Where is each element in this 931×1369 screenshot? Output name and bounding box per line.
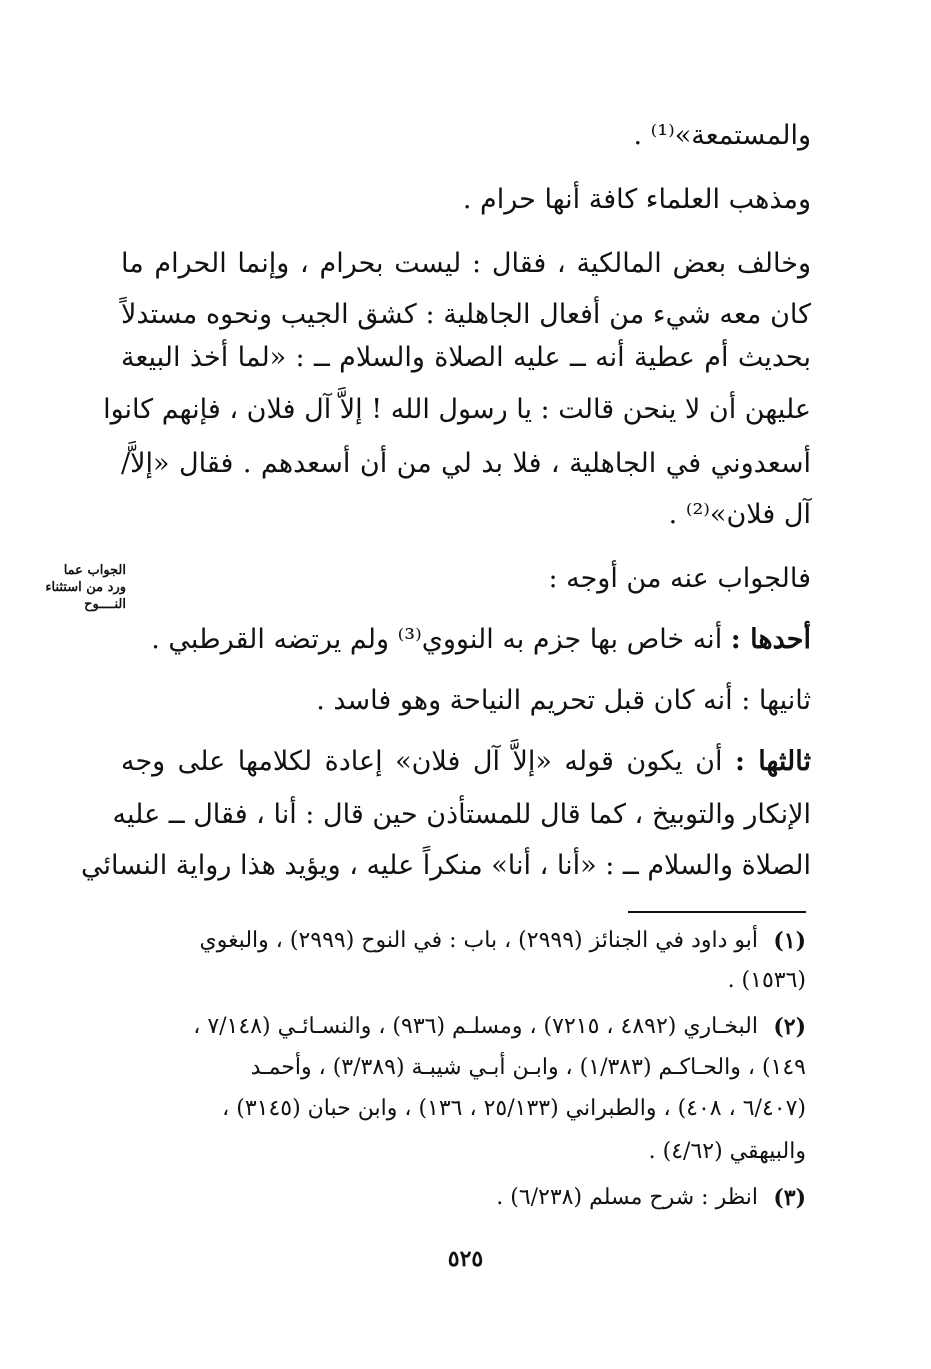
third-point-label: ثالثها :: [734, 746, 811, 777]
footnote-separator: [628, 911, 806, 913]
footnote-text: ١٤٩) ، والحـاكـم (١/٣٨٣) ، وابـن أبـي شيبـة (٣/٣٨٩) ، وأحمـد: [250, 1055, 806, 1080]
footnote-text: والبيهقي (٤/٦٢) .: [648, 1139, 806, 1164]
margin-note-line: النــــوح: [84, 597, 126, 612]
text-line: الإنكار والتوبيخ ، كما قال للمستأذن حين قال : أنا ، فقال ــ عليه: [112, 799, 811, 830]
text-line: عليهن أن لا ينحن قالت : يا رسول الله ! إلاَّ آل فلان ، فإنهم كانوا: [103, 394, 811, 425]
text-line: وخالف بعض المالكية ، فقال : ليست بحرام ، وإنما الحرام ما: [121, 248, 811, 279]
text-line: كان معه شيء من أفعال الجاهلية : كشق الجيب ونحوه مستدلاً: [121, 299, 811, 330]
first-point-label: أحدها :: [730, 624, 811, 655]
text-line: بحديث أم عطية أنه ــ عليه الصلاة والسلام ــ : «لما أخذ البيعة: [121, 342, 811, 373]
text-line: آل فلان»⁽²⁾ .: [668, 499, 811, 530]
footnote-text: (٦/٤٠٧ ، ٤٠٨) ، والطبراني (٢٥/١٣٣ ، ١٣٦) ، وابن حبان (٣١٤٥) ،: [222, 1096, 806, 1121]
footnote-text: البخـاري (٤٨٩٢ ، ٧٢١٥) ، ومسلـم (٩٣٦) ، والنسـائـي (٧/١٤٨ ،: [193, 1014, 758, 1039]
text-line: ومذهب العلماء كافة أنها حرام .: [462, 184, 811, 215]
first-point: [121, 622, 811, 658]
third-point: [121, 744, 811, 780]
footnote-2: [126, 1012, 806, 1042]
second-point: ثانيها : أنه كان قبل تحريم النياحة وهو فاسد .: [316, 685, 811, 716]
text-line: فالجواب عنه من أوجه :: [548, 563, 811, 594]
footnote-number: (٢): [773, 1014, 806, 1040]
margin-note-line: الجواب عما: [63, 563, 126, 578]
text-line: أسعدوني في الجاهلية ، فلا بد لي من أن أسعدهم . فقال «إلاَّ/: [121, 448, 811, 479]
footnote-number: (٣): [773, 1185, 806, 1211]
footnote-1: [126, 926, 806, 956]
first-point-text: أنه خاص بها جزم به النووي⁽³⁾ ولم يرتضه القرطبي .: [151, 624, 723, 655]
footnote-text: أبو داود في الجنائز (٢٩٩٩) ، باب : في النوح (٢٩٩٩) ، والبغوي: [199, 928, 758, 953]
third-point-text: أن يكون قوله «إلاَّ آل فلان» إعادة لكلامها على وجه: [121, 746, 723, 777]
footnote-number: (١): [773, 928, 806, 954]
footnote-3: [126, 1183, 806, 1213]
footnote-text: انظر : شرح مسلم (٦/٢٣٨) .: [496, 1185, 758, 1210]
footnote-text: (١٥٣٦) .: [727, 968, 806, 993]
text-line: والمستمعة»⁽¹⁾ .: [633, 120, 811, 151]
margin-note: [18, 562, 126, 613]
text-line: الصلاة والسلام ــ : «أنا ، أنا» منكراً عليه ، ويؤيد هذا رواية النسائي: [81, 850, 811, 881]
page-number: ٥٢٥: [447, 1246, 484, 1272]
margin-note-line: ورد من استثناء: [45, 580, 126, 595]
